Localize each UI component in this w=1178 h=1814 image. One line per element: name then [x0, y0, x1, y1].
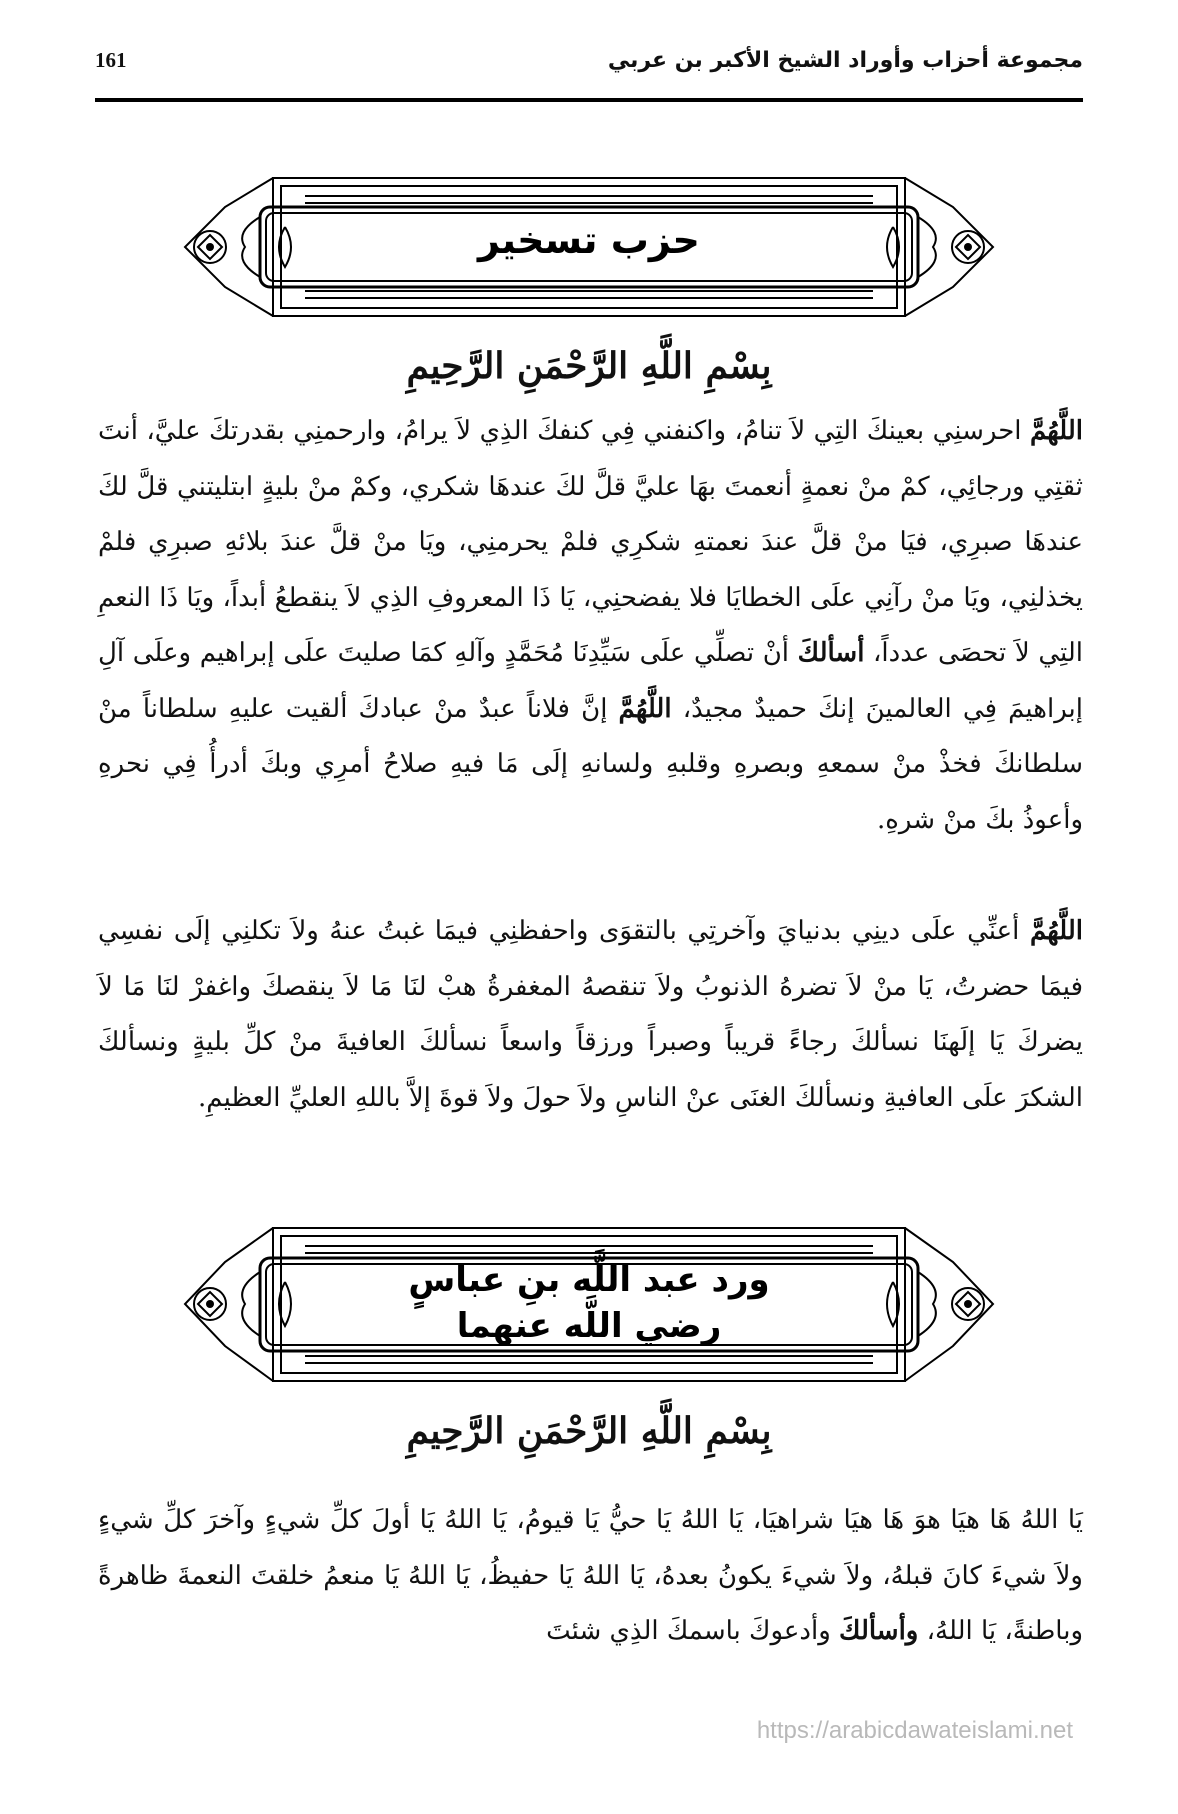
ornamental-frame-icon — [165, 1222, 1013, 1387]
prayer-paragraph — [98, 1493, 1083, 1660]
emphasis-word: اللَّهُمَّ — [1029, 916, 1083, 946]
emphasis-word: وأسألكَ — [839, 1616, 919, 1646]
emphasis-word: اللَّهُمَّ — [1029, 416, 1083, 446]
book-title: مجموعة أحزاب وأوراد الشيخ الأكبر بن عربي — [607, 48, 1083, 73]
paragraph-text: إنَّ فلاناً عبدٌ منْ عبادكَ ألقيت عليهِ سلطاناً منْ سلطانكَ فخذْ منْ سمعهِ وبصرهِ وقلبهِ ولسانهِ إلَى مَا فيهِ صلاحُ أمرِي وبكَ أدرأُ فِي نحرهِ وأعوذُ بكَ منْ شرهِ. — [98, 693, 1084, 835]
emphasis-word: أسألكَ — [797, 638, 865, 668]
section-title: حزب تسخير — [478, 218, 700, 262]
section-title-line: ورد عبد اللَّه بنِ عباسٍ — [408, 1260, 770, 1300]
section-title-frame — [165, 1222, 1013, 1387]
page-number: 161 — [95, 48, 127, 72]
prayer-paragraph — [98, 404, 1083, 848]
paragraph-text: أنْ تصلِّي علَى سَيِّدِنَا مُحَمَّدٍ وآلهِ كمَا صليتَ علَى إبراهيم وعلَى آلِ إبراهيمَ فِي العالمينَ إنكَ حميدٌ مجيدٌ، — [98, 638, 1083, 724]
paragraph-text: احرسنِي بعينكَ التِي لاَ تنامُ، واكنفني فِي كنفكَ الذِي لاَ يرامُ، وارحمنِي بقدرتكَ عليَّ، أنتَ ثقتِي ورجائِي، كمْ منْ نعمةٍ أنعمتَ بهَا عليَّ قلَّ لكَ عندهَا شكري، وكمْ منْ بليةٍ ابتليتني قلَّ لكَ عندهَا صبرِي، فيَا منْ قلَّ عندَ نعمتهِ شكرِي فلمْ يحرمنِي، ويَا منْ قلَّ عندَ بلائهِ صبرِي فلمْ يخذلنِي، ويَا منْ رآنِي علَى الخطايَا فلا يفضحنِي، يَا ذَا المعروفِ الذِي لاَ ينقطعُ أبداً، ويَا ذَا النعمِ التِي لاَ تحصَى عدداً، — [98, 416, 1083, 668]
section-title-line: رضي اللَّه عنهما — [456, 1306, 722, 1346]
basmala: بِسْمِ اللَّهِ الرَّحْمَنِ الرَّحِيمِ — [406, 345, 772, 387]
paragraph-text: وأدعوكَ باسمكَ الذِي شئتَ — [546, 1616, 840, 1646]
basmala: بِسْمِ اللَّهِ الرَّحْمَنِ الرَّحِيمِ — [406, 1410, 772, 1452]
page-header — [95, 48, 1083, 88]
emphasis-word: اللَّهُمَّ — [618, 693, 672, 724]
prayer-paragraph — [98, 904, 1083, 1126]
watermark-url: https://arabicdawateislami.net — [756, 1717, 1073, 1744]
paragraph-text: يَا اللهُ هَا هيَا هوَ هَا هيَا شراهيَا، يَا اللهُ يَا حيُّ يَا قيومُ، يَا اللهُ يَا أولَ كلِّ شيءٍ وآخرَ كلِّ شيءٍ ولاَ شيءَ كانَ قبلهُ، ولاَ شيءَ يكونُ بعدهُ، يَا اللهُ يَا حفيظُ، يَا اللهُ يَا منعمُ خلقتَ النعمةَ ظاهرةً وباطنةً، يَا اللهُ، — [98, 1505, 1083, 1646]
paragraph-text: أعنِّي علَى دينِي بدنيايَ وآخرتِي بالتقوَى واحفظنِي فيمَا غبتُ عنهُ ولاَ تكلنِي إلَى نفسِي فيمَا حضرتُ، يَا منْ لاَ تضرهُ الذنوبُ ولاَ تنقصهُ المغفرةُ هبْ لنَا مَا لاَ ينقصكَ واغفرْ لنَا مَا لاَ يضركَ يَا إلَهنَا نسألكَ رجاءً قريباً وصبراً ورزقاً واسعاً نسألكَ العافيةَ منْ كلِّ بليةٍ ونسألكَ الشكرَ علَى العافيةِ ونسألكَ الغنَى عنْ الناسِ ولاَ حولَ ولاَ قوةَ إلاَّ باللهِ العليِّ العظيمِ. — [98, 916, 1084, 1113]
header-rule — [95, 98, 1083, 102]
section-title-frame — [165, 172, 1013, 322]
